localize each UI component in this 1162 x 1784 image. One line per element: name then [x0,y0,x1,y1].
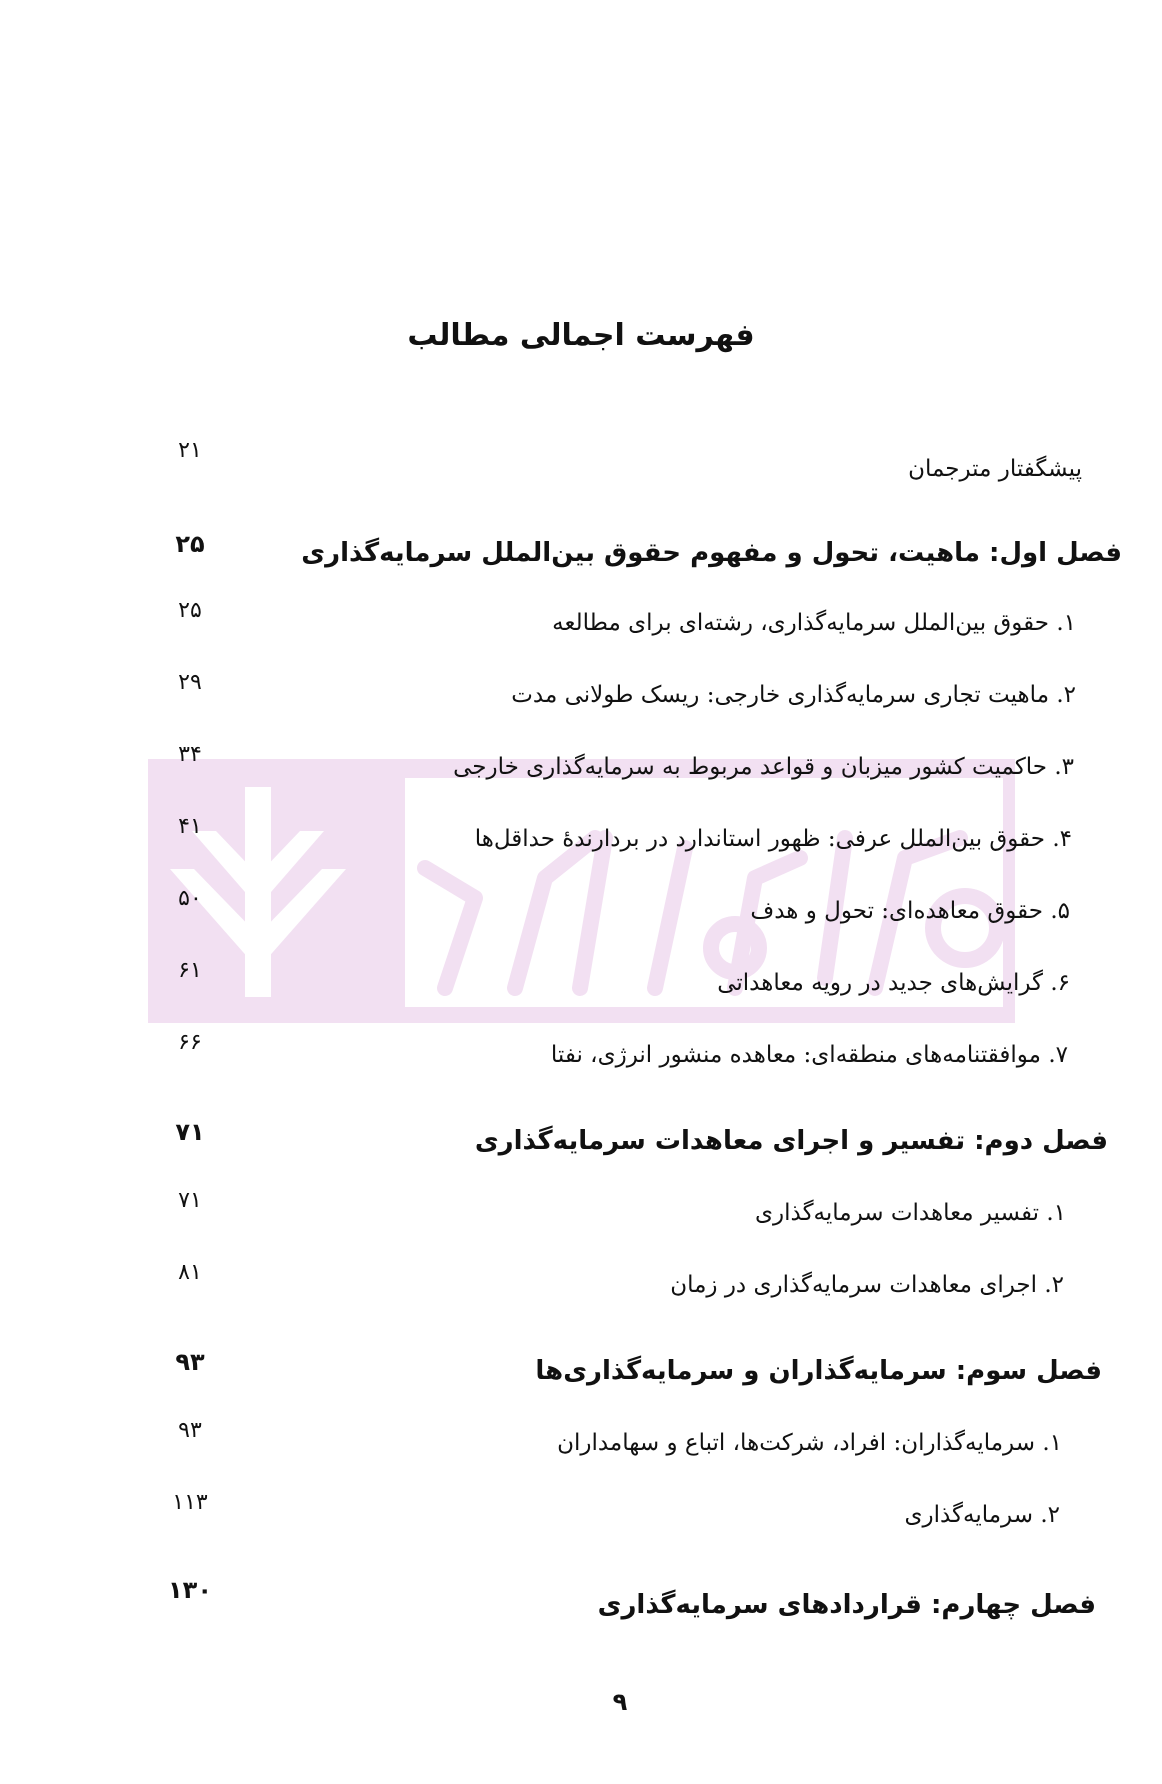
toc-entry-label: پیشگفتار مترجمان [908,456,1082,482]
toc-entry-label: ۱. حقوق بین‌الملل سرمایه‌گذاری، رشته‌ای برای مطالعه [552,610,1076,636]
toc-row-3-2[interactable] [0,1490,1162,1530]
toc-page-number: ۳۴ [178,742,202,767]
toc-entry-label: ۲. اجرای معاهدات سرمایه‌گذاری در زمان [670,1272,1064,1298]
toc-page-number: ۲۵ [175,530,205,558]
toc-page-number: ۲۹ [178,670,202,695]
toc-page-number: ۶۱ [178,958,202,983]
toc-page-number: ۸۱ [178,1260,202,1285]
toc-entry-label: ۵. حقوق معاهده‌ای: تحول و هدف [750,898,1070,924]
toc-page-number: ۲۵ [178,598,202,623]
toc-row-1-5[interactable] [0,886,1162,926]
toc-chapter-label: فصل چهارم: قراردادهای سرمایه‌گذاری [597,1590,1096,1620]
toc-page-number: ۹۳ [175,1348,205,1376]
toc-row-1-3[interactable] [0,742,1162,782]
toc-row-1-4[interactable] [0,814,1162,854]
toc-entry-label: ۲. ماهیت تجاری سرمایه‌گذاری خارجی: ریسک طولانی مدت [511,682,1076,708]
toc-chapter-label: فصل اول: ماهیت، تحول و مفهوم حقوق بین‌الملل سرمایه‌گذاری [301,538,1122,568]
toc-row-2-1[interactable] [0,1188,1162,1228]
toc-page-number: ۱۳۰ [168,1576,212,1604]
toc-entry-label: ۳. حاکمیت کشور میزبان و قواعد مربوط به سرمایه‌گذاری خارجی [453,754,1074,780]
toc-page-number: ۱۱۳ [172,1490,208,1515]
toc-page-number: ۵۰ [178,886,202,911]
toc-row-chapter-2[interactable] [0,1118,1162,1158]
toc-entry-label: ۷. موافقتنامه‌های منطقه‌ای: معاهده منشور انرژی، نفتا [550,1042,1068,1068]
toc-row-1-6[interactable] [0,958,1162,998]
toc-row-chapter-1[interactable] [0,530,1162,570]
toc-page-number: ۴۱ [178,814,202,839]
toc-page-number: ۶۶ [178,1030,202,1055]
page-number: ۹ [612,1688,628,1716]
toc-row-preface[interactable] [0,438,1162,488]
toc-entry-label: ۴. حقوق بین‌الملل عرفی: ظهور استاندارد در بردارندهٔ حداقل‌ها [474,826,1072,852]
toc-page-number: ۹۳ [178,1418,202,1443]
toc-row-chapter-3[interactable] [0,1348,1162,1388]
toc-entry-label: ۱. سرمایه‌گذاران: افراد، شرکت‌ها، اتباع و سهامداران [557,1430,1062,1456]
toc-chapter-label: فصل سوم: سرمایه‌گذاران و سرمایه‌گذاری‌ها [535,1356,1102,1386]
toc-entry-label: ۲. سرمایه‌گذاری [904,1502,1060,1528]
toc-row-2-2[interactable] [0,1260,1162,1300]
toc-page-number: ۲۱ [178,438,202,463]
toc-chapter-label: فصل دوم: تفسیر و اجرای معاهدات سرمایه‌گذاری [474,1126,1108,1156]
toc-page-number: ۷۱ [178,1188,202,1213]
toc-entry-label: ۶. گرایش‌های جدید در رویه معاهداتی [717,970,1070,996]
toc-row-1-1[interactable] [0,598,1162,638]
toc-row-1-2[interactable] [0,670,1162,710]
toc-row-chapter-4[interactable] [0,1576,1162,1620]
toc-row-1-7[interactable] [0,1030,1162,1070]
toc-row-3-1[interactable] [0,1418,1162,1458]
toc-page-number: ۷۱ [175,1118,205,1146]
toc-entry-label: ۱. تفسیر معاهدات سرمایه‌گذاری [755,1200,1066,1226]
page-title: فهرست اجمالی مطالب [407,318,755,353]
